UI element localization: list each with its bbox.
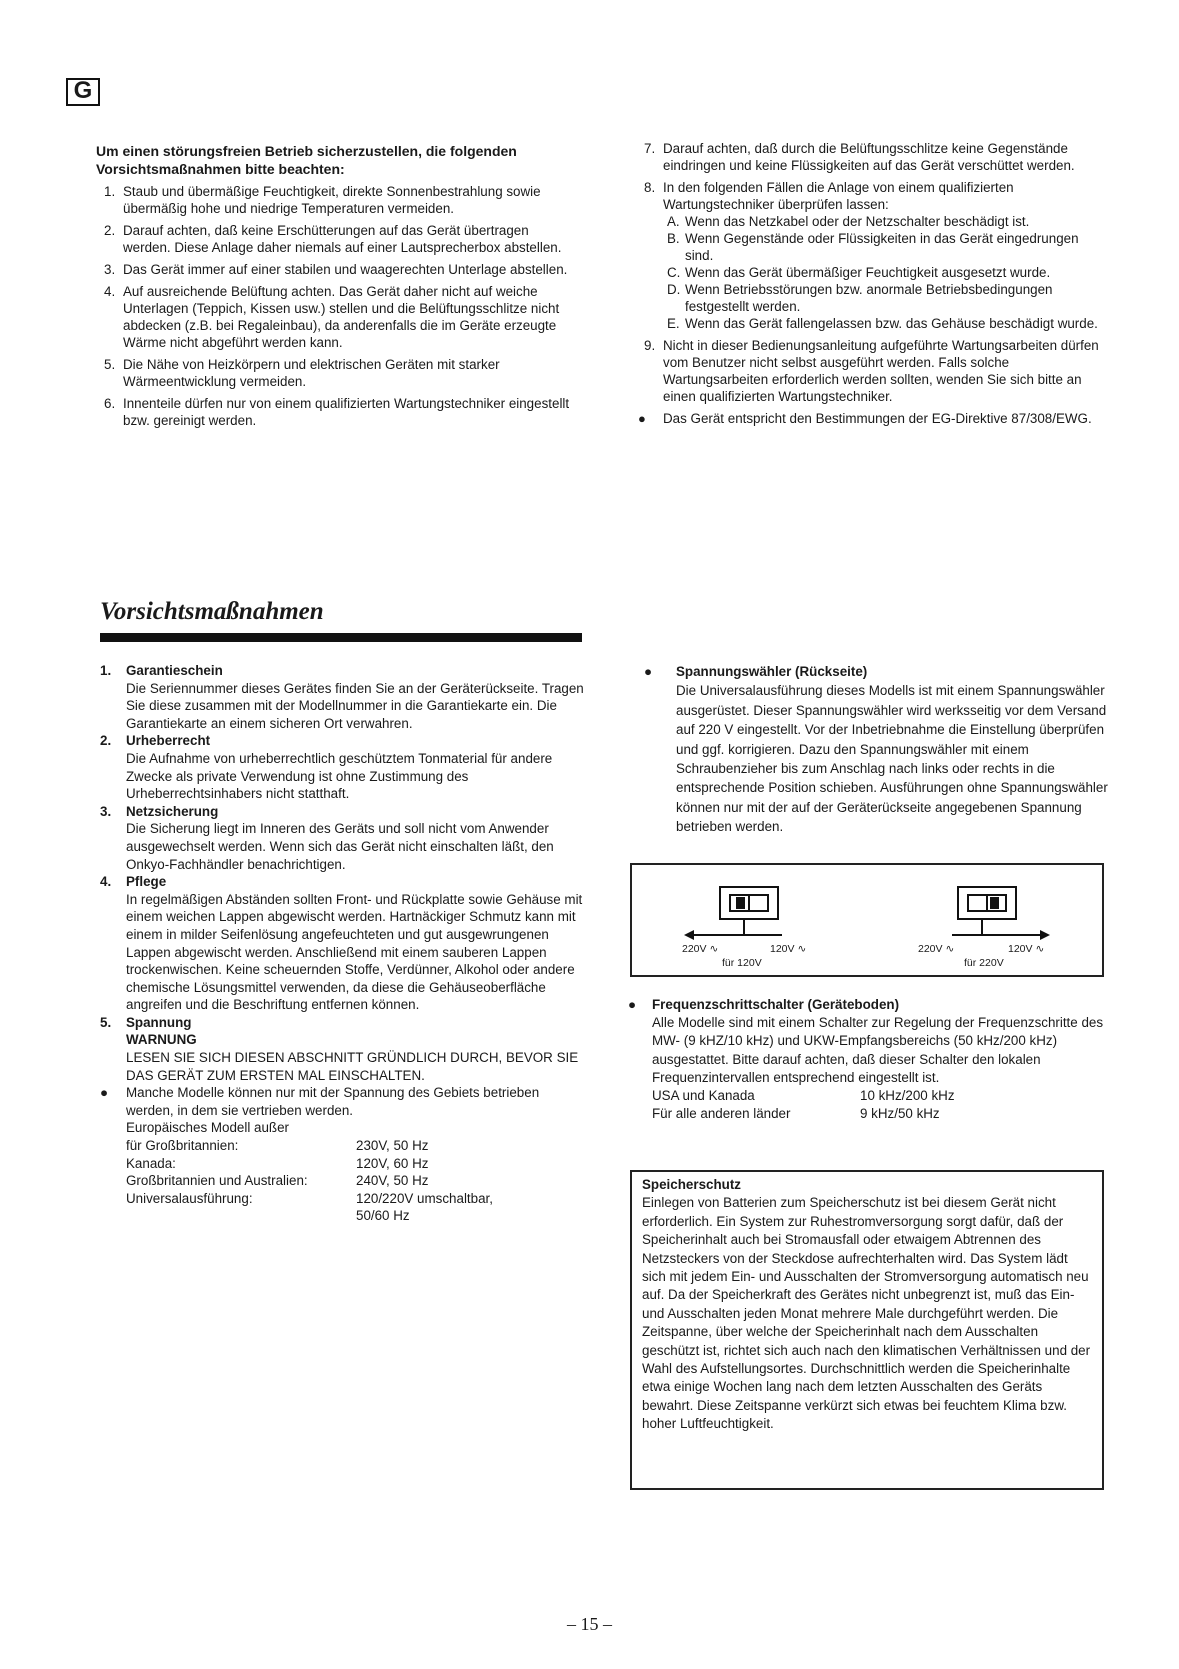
sub-item <box>663 264 1104 281</box>
item-text: Auf ausreichende Belüftung achten. Das Gerät daher nicht auf weiche Unterlagen (Teppich, Kissen usw.) stellen und die Belüftungsschlitze nicht abdecken (z.B. bei Regaleinbau), da anderenfalls die im Geräte erzeugte Wärme nicht abgeführt werden kann. <box>123 284 560 350</box>
power-region: Kanada: <box>126 1155 176 1171</box>
list-item <box>96 356 576 390</box>
power-row <box>126 1172 584 1190</box>
bullet-icon: ● <box>100 1085 109 1101</box>
intro-heading: Um einen störungsfreien Betrieb sicherzustellen, die folgenden Vorsichtsmaßnahmen bitte beachten: <box>96 143 517 177</box>
sub-item-text: Wenn Betriebsstörungen bzw. anormale Betriebsbedingungen festgestellt werden. <box>685 282 1053 314</box>
item-number: 4. <box>104 284 116 299</box>
power-row <box>126 1137 584 1155</box>
power-row <box>126 1155 584 1173</box>
item-text: Innenteile dürfen nur von einem qualifizierten Wartungstechniker eingestellt bzw. gereinigt werden. <box>123 396 570 428</box>
frequency-value: 10 kHz/200 kHz <box>860 1088 955 1104</box>
precaution-heading: Netzsicherung <box>126 803 219 819</box>
power-table <box>126 1119 584 1225</box>
sub-item <box>663 315 1104 332</box>
frequency-switch-text: Alle Modelle sind mit einem Schalter zur Regelung der Frequenzschritte des MW- (9 kHZ/10 kHz) und UKW-Empfangsbereichs (50 kHz/200 kHz) ausgestattet. Bitte darauf achten, daß dieser Schalter den lokalen Frequenzintervallen entsprechend eingestellt ist. <box>652 1015 1104 1085</box>
voltage-label: 220V ∿ <box>682 943 719 955</box>
precaution-item <box>100 873 584 1014</box>
frequency-region: USA und Kanada <box>652 1088 755 1104</box>
right-column <box>636 140 1104 427</box>
power-value: 240V, 50 Hz <box>356 1173 429 1189</box>
frequency-value: 9 kHz/50 kHz <box>860 1106 940 1122</box>
power-region: Großbritannien und Australien: <box>126 1173 308 1189</box>
voltage-label: 120V ∿ <box>770 943 807 955</box>
power-region: Europäisches Modell außer <box>126 1120 290 1136</box>
precaution-heading: Garantieschein <box>126 663 223 678</box>
list-item <box>96 183 576 217</box>
item-text: In den folgenden Fällen die Anlage von einem qualifizierten Wartungstechniker überprüfen lassen: <box>663 180 1014 212</box>
voltage-selector-heading: Spannungswähler (Rückseite) <box>676 664 868 679</box>
item-number: 9. <box>644 338 656 353</box>
memory-protection-box <box>630 1170 1104 1490</box>
memory-protection-text: Einlegen von Batterien zum Speicherschutz ist bei diesem Gerät nicht erforderlich. Ein System zur Ruhestromversorgung sorgt dafür, daß der Speicherinhalt auch bei Stromausfall oder etwaigem Abtrennen des Netzsteckers von der Steckdose aufrechterhalten wird. Das System lädt sich mit jedem Ein- und Ausschalten der Stromversorgung automatisch neu auf. Da der Speicherkraft des Gerätes nicht unbegrenzt ist, muß das Ein- und Ausschalten jeden Monat mehrere Male durchgeführt werden. Die Zeitspanne, über welche der Speicherinhalt nach dem Ausschalten geschützt ist, richtet sich auch nach den klimatischen Verhältnissen und der Wahl des Aufstellungsortes. Durchschnittlich werden die Speicherinhalte etwa einige Wochen lang nach dem letzten Ausschalten des Geräts bewahrt. Diese Zeitspanne verkürzt sich etwas bei feuchtem Klima bzw. hoher Luftfeuchtigkeit. <box>642 1195 1091 1432</box>
item-number: 3. <box>100 803 112 819</box>
precaution-text: Die Sicherung liegt im Inneren des Geräts und soll nicht vom Anwender ausgewechselt werden. Wenn sich das Gerät nicht einschalten läßt, den Onkyo-Fachhändler benachrichtigen. <box>126 821 554 872</box>
precaution-item <box>100 662 584 732</box>
voltage-selector-section <box>644 662 1110 837</box>
item-number: 8. <box>644 180 656 195</box>
voltage-selector-text: Die Universalausführung dieses Modells ist mit einem Spannungswähler ausgerüstet. Dieser Spannungswähler wird werksseitig vor dem Versand auf 220 V eingestellt. Vor der Inbetriebnahme die Einstellung überprüfen und ggf. korrigieren. Dazu den Spannungswähler mit einem Schraubenzieher bis zum Anschlag nach links oder rechts in die entsprechende Position schieben. Ausführungen ohne Spannungswähler können nur mit der auf der Geräterückseite angegebenen Spannung betrieben werden. <box>676 683 1108 835</box>
list-item <box>96 222 576 256</box>
bullet-item <box>628 996 1104 1014</box>
power-row <box>126 1119 584 1137</box>
sub-item-text: Wenn das Gerät übermäßiger Feuchtigkeit ausgesetzt wurde. <box>685 265 1051 280</box>
precaution-heading: Spannung <box>126 1014 192 1030</box>
title-rule <box>100 633 582 642</box>
item-text: Nicht in dieser Bedienungsanleitung aufgeführte Wartungsarbeiten dürfen vom Benutzer nicht selbst ausgeführt werden. Falls solche Wartungsarbeiten erforderlich werden sollten, wenden Sie sich bitte an einen qualifizierten Wartungstechniker. <box>663 338 1099 404</box>
precaution-text: Die Aufnahme von urheberrechtlich geschütztem Tonmaterial für andere Zwecke als private Verwendung ist ohne Zustimmung des Urheberrechtsinhabers nicht statthaft. <box>126 750 553 802</box>
precautions-column <box>100 662 584 1225</box>
precaution-text: In regelmäßigen Abständen sollten Front- und Rückplatte sowie Gehäuse mit einem weichen Lappen abgewischt werden. Hartnäckiger Schmutz kann mit einem in milder Seifenlösung angefeuchteten und gut ausgewrungenen Lappen abgewischt werden. Anschließend mit einem sauberen Lappen trockenwischen. Keine scheuernden Stoffe, Verdünner, Alkohol oder andere chemische Lösungsmittel verwenden, da diese die Gehäuseoberfläche angreifen und die Beschriftung entfernen können. <box>126 891 583 1013</box>
voltage-switch-diagram <box>630 863 1104 977</box>
warning-text: LESEN SIE SICH DIESEN ABSCHNITT GRÜNDLICH DURCH, BEVOR SIE DAS GERÄT ZUM ERSTEN MAL EINSCHALTEN. <box>126 1050 579 1083</box>
list-item <box>96 395 576 429</box>
power-row <box>126 1207 584 1225</box>
precaution-heading: Urheberrecht <box>126 733 211 749</box>
list-item <box>96 261 576 278</box>
precaution-item <box>100 1014 584 1084</box>
precaution-text: Die Seriennummer dieses Gerätes finden Sie an der Geräterückseite. Tragen Sie diese zusammen mit der Modellnummer in die Garantiekarte ein. Die Garantiekarte an einem sicheren Ort verwahren. <box>126 680 584 731</box>
sub-item-letter: B. <box>667 231 680 246</box>
power-value: 120V, 60 Hz <box>356 1155 429 1171</box>
switch-caption: für 220V <box>964 957 1004 969</box>
voltage-label: 220V ∿ <box>918 943 955 955</box>
item-text: Das Gerät immer auf einer stabilen und waagerechten Unterlage abstellen. <box>123 262 568 277</box>
frequency-switch-section <box>628 996 1104 1123</box>
warning-heading: WARNUNG <box>126 1032 197 1048</box>
power-value: 120/220V umschaltbar, <box>356 1190 493 1206</box>
item-text: Die Nähe von Heizkörpern und elektrischen Geräten mit starker Wärmeentwicklung vermeiden. <box>123 357 500 389</box>
item-number: 2. <box>104 223 116 238</box>
frequency-row <box>628 1087 1104 1105</box>
sub-item-text: Wenn das Netzkabel oder der Netzschalter beschädigt ist. <box>685 214 1030 229</box>
power-region: Universalausführung: <box>126 1190 253 1206</box>
list-item <box>636 140 1104 174</box>
bullet-icon: ● <box>628 997 637 1012</box>
item-text: Das Gerät entspricht den Bestimmungen der EG-Direktive 87/308/EWG. <box>663 411 1092 426</box>
item-number: 6. <box>104 396 116 411</box>
item-number: 7. <box>644 141 656 156</box>
sub-item-letter: E. <box>667 316 680 331</box>
sub-item-letter: D. <box>667 282 681 297</box>
sub-item <box>663 230 1104 264</box>
list-item <box>636 337 1104 405</box>
power-row <box>126 1190 584 1208</box>
page-number: – 15 – <box>567 1614 612 1634</box>
voltage-label: 120V ∿ <box>1008 943 1045 955</box>
voltage-switch-illustration <box>632 865 1102 975</box>
precaution-heading: Pflege <box>126 874 167 890</box>
list-item <box>636 179 1104 332</box>
sub-item <box>663 281 1104 315</box>
item-number: 2. <box>100 733 112 749</box>
precaution-item <box>100 732 584 802</box>
memory-protection-heading: Speicherschutz <box>642 1177 741 1192</box>
power-value: 50/60 Hz <box>356 1208 410 1224</box>
bullet-item <box>644 662 1110 681</box>
bullet-icon: ● <box>644 664 653 679</box>
item-number: 1. <box>100 663 112 678</box>
bullet-item <box>636 410 1104 427</box>
item-text: Staub und übermäßige Feuchtigkeit, direkte Sonnenbestrahlung sowie übermäßig hohe und niedrige Temperaturen vermeiden. <box>123 184 541 216</box>
section-title: Vorsichtsmaßnahmen <box>100 598 324 625</box>
sub-item-letter: C. <box>667 265 681 280</box>
sub-item-text: Wenn Gegenstände oder Flüssigkeiten in das Gerät eingedrungen sind. <box>685 231 1079 263</box>
bullet-icon: ● <box>638 411 646 426</box>
bullet-text: Manche Modelle können nur mit der Spannung des Gebiets betrieben werden, in dem sie vertrieben werden. <box>126 1085 540 1118</box>
power-value: 230V, 50 Hz <box>356 1138 429 1154</box>
sub-item-letter: A. <box>667 214 680 229</box>
item-number: 1. <box>104 184 116 199</box>
frequency-switch-heading: Frequenzschrittschalter (Geräteboden) <box>652 997 900 1012</box>
power-region: für Großbritannien: <box>126 1138 239 1154</box>
power-region <box>126 1207 356 1225</box>
switch-caption: für 120V <box>722 957 762 969</box>
item-number: 4. <box>100 874 112 890</box>
frequency-row <box>628 1105 1104 1123</box>
item-number: 3. <box>104 262 116 277</box>
frequency-region: Für alle anderen länder <box>652 1106 791 1122</box>
item-text: Darauf achten, daß durch die Belüftungsschlitze keine Gegenstände eindringen und keine Flüssigkeiten auf das Gerät verschüttet werden. <box>663 141 1075 173</box>
bullet-item <box>100 1084 584 1119</box>
left-column <box>96 142 576 429</box>
list-item <box>96 283 576 351</box>
sub-item <box>663 213 1104 230</box>
precaution-item <box>100 803 584 873</box>
language-badge: G <box>66 78 100 106</box>
item-number: 5. <box>100 1014 112 1030</box>
item-number: 5. <box>104 357 116 372</box>
item-text: Darauf achten, daß keine Erschütterungen auf das Gerät übertragen werden. Diese Anlage daher niemals auf einer Lautsprecherbox abstellen. <box>123 223 562 255</box>
sub-item-text: Wenn das Gerät fallengelassen bzw. das Gehäuse beschädigt wurde. <box>685 316 1098 331</box>
